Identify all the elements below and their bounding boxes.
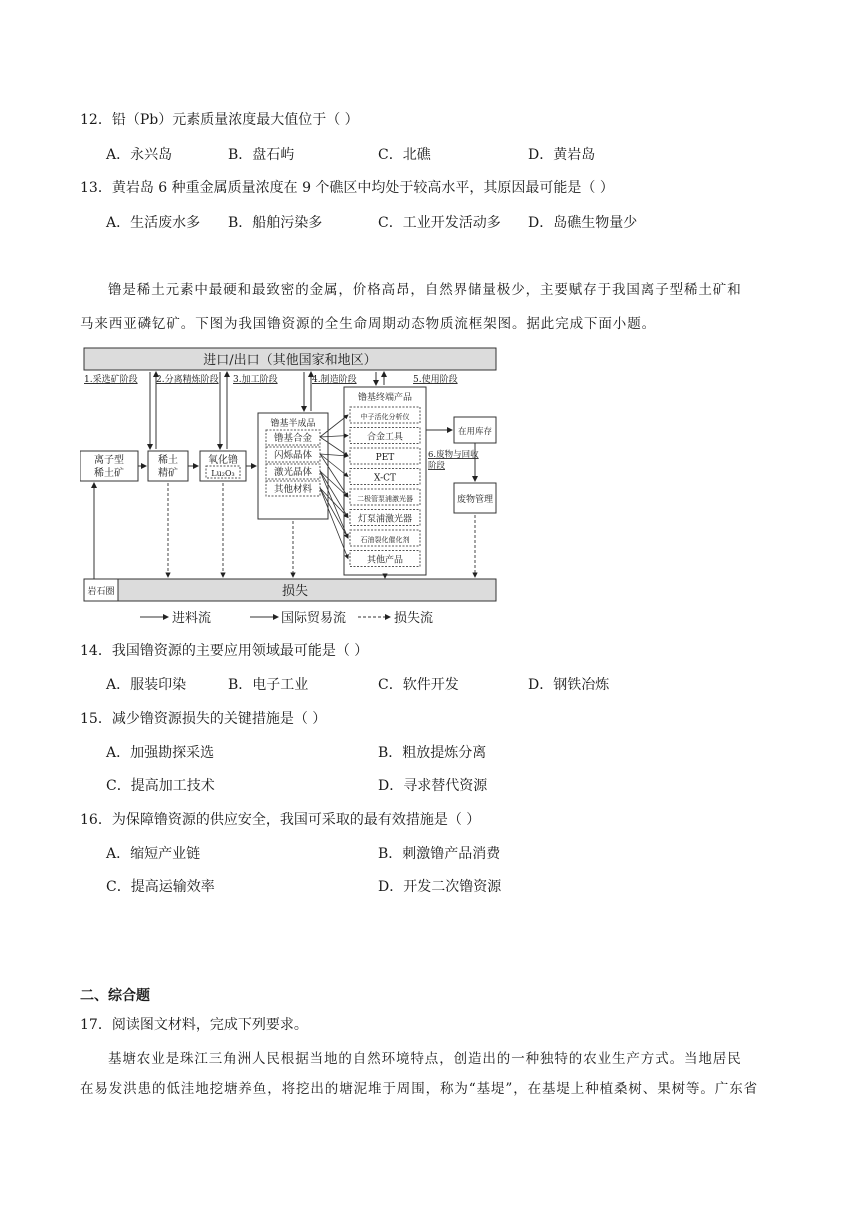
q12-option-a[interactable]: A．永兴岛 — [106, 147, 173, 163]
q15-option-b[interactable]: B．粗放提炼分离 — [378, 745, 487, 761]
concentrate-line-1: 稀土 — [158, 455, 178, 466]
material-line-1: 镥是稀土元素中最硬和最致密的金属，价格高昂，自然界储量极少，主要赋存于我国离子型稀土矿和 — [108, 282, 742, 298]
legend-trade-flow: 国际贸易流 — [281, 611, 347, 626]
stage-3-label: 3.加工阶段 — [233, 375, 278, 385]
q13-option-a[interactable]: A．生活废水多 — [106, 215, 201, 231]
q15-option-c[interactable]: C．提高加工技术 — [106, 778, 215, 794]
question-14-stem: 14．我国镥资源的主要应用领域最可能是（ ） — [80, 643, 369, 659]
q14-option-c[interactable]: C．软件开发 — [378, 677, 459, 693]
end-product-item-label: 二极管泵浦激光器 — [357, 495, 413, 503]
ion-ore-line-2: 稀土矿 — [94, 468, 124, 479]
section-2-title: 二、综合题 — [80, 988, 150, 1004]
semi-product-item-label: 激光晶体 — [273, 467, 313, 478]
waste-management-label: 废物管理 — [456, 495, 494, 505]
semi-product-item-label: 镥基合金 — [273, 433, 313, 444]
legend-feed-flow: 进料流 — [172, 611, 212, 626]
q16-option-b[interactable]: B．刺激镥产品消费 — [378, 846, 501, 862]
end-product-item-label: 合金工具 — [366, 432, 404, 443]
question-13-stem: 13．黄岩岛 6 种重金属质量浓度在 9 个礁区中均处于较高水平，其原因最可能是（ ） — [80, 180, 614, 196]
q12-option-c[interactable]: C．北礁 — [378, 147, 431, 163]
end-product-title: 镥基终端产品 — [357, 393, 413, 403]
question-15-stem: 15．减少镥资源损失的关键措施是（ ） — [80, 711, 327, 727]
ion-ore-line-1: 离子型 — [94, 455, 124, 466]
lutetium-flow-diagram — [80, 345, 500, 630]
legend-loss-flow: 损失流 — [394, 611, 434, 626]
end-product-item-label: 灯泵浦激光器 — [357, 514, 413, 525]
semi-product-title: 镥基半成品 — [270, 419, 316, 429]
q14-option-a[interactable]: A．服装印染 — [106, 677, 187, 693]
end-product-item-label: 石油裂化催化剂 — [360, 536, 410, 544]
stage-5-label: 5.使用阶段 — [413, 375, 458, 385]
q13-option-b[interactable]: B．船舶污染多 — [228, 215, 323, 231]
q14-option-b[interactable]: B．电子工业 — [228, 677, 309, 693]
in-use-stock-label: 在用库存 — [457, 427, 493, 437]
question-12-stem: 12．铅（Pb）元素质量浓度最大值位于（ ） — [80, 112, 359, 128]
concentrate-line-2: 精矿 — [158, 468, 178, 479]
q12-option-b[interactable]: B．盘石屿 — [228, 147, 295, 163]
semi-product-item-label: 闪烁晶体 — [273, 450, 313, 461]
import-export-label: 进口/出口（其他国家和地区） — [203, 353, 377, 368]
q15-option-a[interactable]: A．加强勘探采选 — [106, 745, 215, 761]
q16-option-c[interactable]: C．提高运输效率 — [106, 879, 215, 895]
oxide-line-1: 氧化镥 — [208, 455, 238, 466]
question-17-stem: 17．阅读图文材料，完成下列要求。 — [80, 1017, 308, 1033]
q12-option-d[interactable]: D．黄岩岛 — [528, 147, 596, 163]
material-line-2: 马来西亚磷钇矿。下图为我国镥资源的全生命周期动态物质流框架图。据此完成下面小题。 — [80, 316, 656, 332]
end-product-item-label: PET — [375, 453, 395, 463]
stage-6-label-2: 阶段 — [428, 461, 446, 471]
section-2-line-1: 基塘农业是珠江三角洲人民根据当地的自然环境特点，创造出的一种独特的农业生产方式。当地居民 — [108, 1051, 742, 1067]
end-product-item-label: 其他产品 — [366, 555, 404, 566]
stage-2-label: 2.分离精炼阶段 — [156, 375, 219, 385]
loss-label: 损失 — [281, 584, 309, 599]
oxide-formula: Lu₂O₃ — [211, 469, 235, 478]
q13-option-c[interactable]: C．工业开发活动多 — [378, 215, 501, 231]
semi-product-item-label: 其他材料 — [273, 484, 313, 495]
stage-1-label: 1.采选矿阶段 — [84, 375, 138, 385]
stage-6-label-1: 6.废物与回收 — [428, 450, 479, 460]
q14-option-d[interactable]: D．钢铁冶炼 — [528, 677, 610, 693]
lithosphere-label: 岩石圈 — [87, 587, 115, 597]
end-product-item-label: X-CT — [373, 473, 397, 484]
q16-option-d[interactable]: D．开发二次镥资源 — [378, 879, 502, 895]
q13-option-d[interactable]: D．岛礁生物量少 — [528, 215, 638, 231]
q16-option-a[interactable]: A．缩短产业链 — [106, 846, 201, 862]
end-product-item-label: 中子活化分析仪 — [360, 413, 410, 421]
stage-4-label: 4.制造阶段 — [312, 375, 357, 385]
q15-option-d[interactable]: D．寻求替代资源 — [378, 778, 488, 794]
question-16-stem: 16．为保障镥资源的供应安全，我国可采取的最有效措施是（ ） — [80, 812, 481, 828]
section-2-line-2: 在易发洪患的低洼地挖塘养鱼，将挖出的塘泥堆于周围，称为“基堤”，在基堤上种植桑树、果树等。广东省 — [80, 1081, 759, 1097]
